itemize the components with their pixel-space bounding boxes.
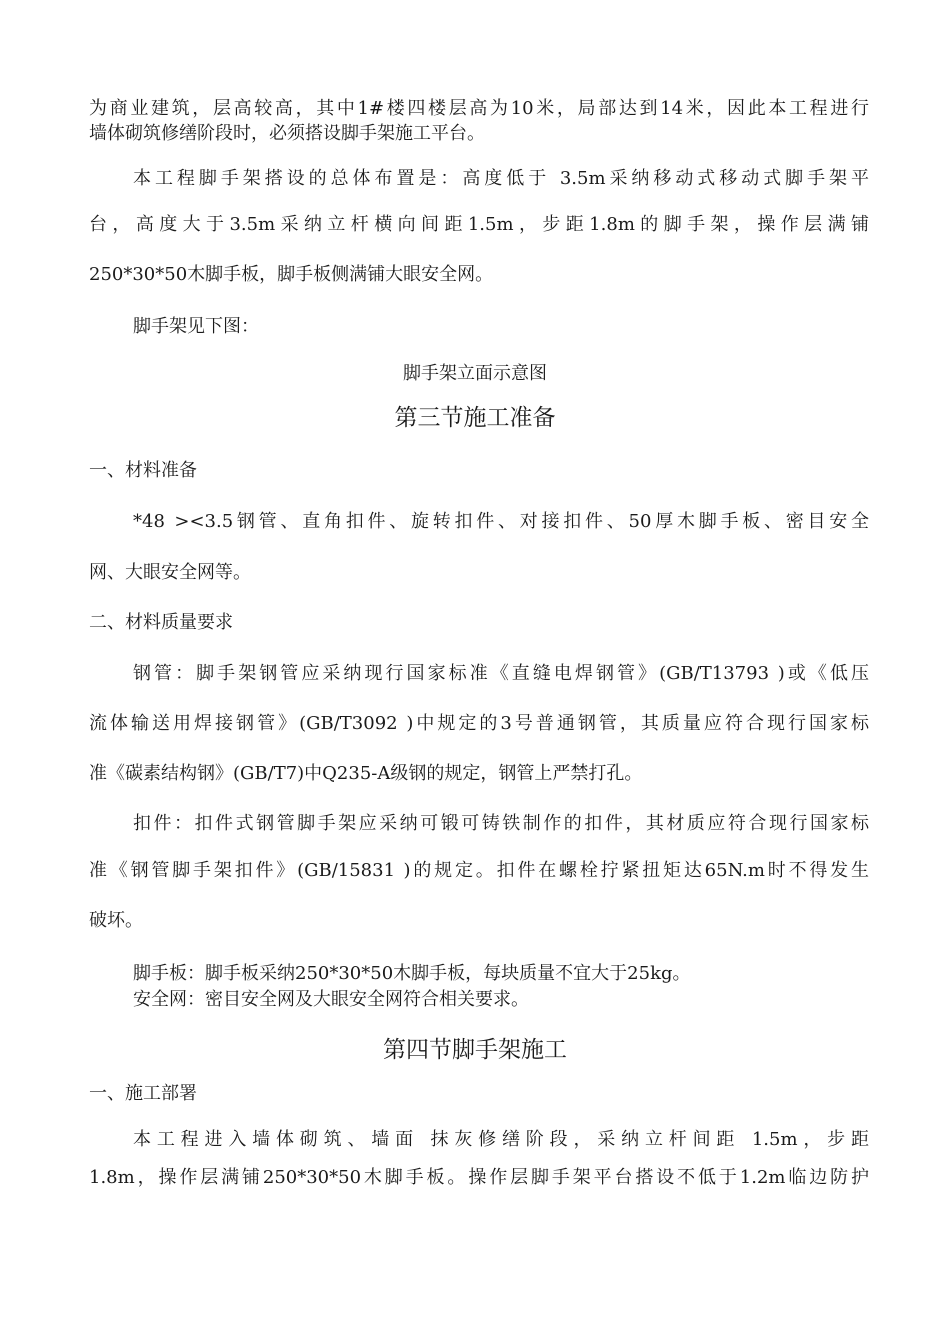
- clamp-line-3: 破坏。: [89, 910, 143, 931]
- paragraph-2-line-1: 本工程脚手架搭设的总体布置是：高度低于 3.5m采纳移动式移动式脚手架平: [133, 168, 869, 189]
- steel-pipe-line-2: 流体输送用焊接钢管》(GB/T3092 )中规定的3号普通钢管，其质量应符合现行国家标: [89, 713, 869, 734]
- figure-caption: 脚手架立面示意图: [403, 363, 547, 384]
- steel-pipe-line-3: 准《碳素结构钢》(GB/T7)中Q235-A级钢的规定，钢管上严禁打孔。: [89, 763, 643, 784]
- scaffold-board-line: 脚手板：脚手板采纳250*30*50木脚手板，每块质量不宜大于25kg。: [133, 963, 691, 984]
- section-4-heading: 第四节脚手架施工: [383, 1037, 567, 1063]
- paragraph-1-line-2: 墙体砌筑修缮阶段时，必须搭设脚手架施工平台。: [89, 123, 485, 144]
- safety-net-line: 安全网：密目安全网及大眼安全网符合相关要求。: [133, 989, 529, 1010]
- deployment-line-1: 本工程进入墙体砌筑、墙面 抹灰修缮阶段，采纳立杆间距 1.5m，步距: [133, 1129, 869, 1150]
- section-4-subheading-deployment: 一、施工部署: [89, 1083, 197, 1104]
- paragraph-2-line-2: 台，高度大于3.5m采纳立杆横向间距1.5m，步距1.8m的脚手架，操作层满铺: [89, 214, 869, 235]
- paragraph-3: 脚手架见下图：: [133, 316, 259, 337]
- paragraph-1-line-1: 为商业建筑，层高较高，其中1#楼四楼层高为10米，局部达到14米，因此本工程进行: [89, 98, 869, 119]
- materials-line-2: 网、大眼安全网等。: [89, 562, 251, 583]
- section-3-subheading-materials: 一、材料准备: [89, 460, 197, 481]
- steel-pipe-line-1: 钢管：脚手架钢管应采纳现行国家标准《直缝电焊钢管》(GB/T13793 )或《低压: [133, 663, 869, 684]
- clamp-line-1: 扣件：扣件式钢管脚手架应采纳可锻可铸铁制作的扣件，其材质应符合现行国家标: [133, 813, 869, 834]
- paragraph-2-line-3: 250*30*50木脚手板，脚手板侧满铺大眼安全网。: [89, 264, 494, 285]
- deployment-line-2: 1.8m，操作层满铺250*30*50木脚手板。操作层脚手架平台搭设不低于1.2m临边防护: [89, 1167, 869, 1188]
- section-3-subheading-quality: 二、材料质量要求: [89, 612, 233, 633]
- section-3-heading: 第三节施工准备: [394, 405, 556, 431]
- clamp-line-2: 准《钢管脚手架扣件》(GB/15831 )的规定。扣件在螺栓拧紧扭矩达65N.m时不得发生: [89, 860, 869, 881]
- materials-line-1: *48 ><3.5钢管、直角扣件、旋转扣件、对接扣件、50厚木脚手板、密目安全: [133, 511, 869, 532]
